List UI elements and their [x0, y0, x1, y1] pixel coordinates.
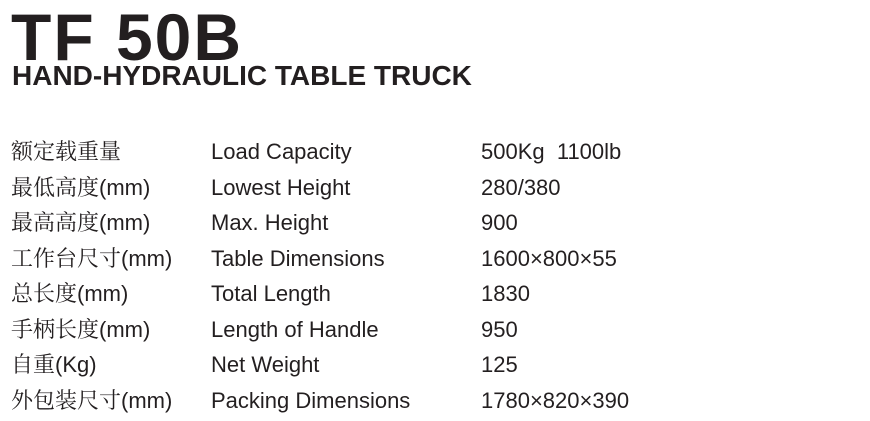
- spec-label-cn: 外包装尺寸(mm): [11, 387, 173, 413]
- spec-label-en: Load Capacity: [211, 139, 352, 164]
- spec-value: 280/380: [481, 174, 561, 200]
- spec-label-en: Total Length: [211, 281, 331, 307]
- spec-label-en: Table Dimensions: [211, 245, 385, 271]
- spec-label-cn: 手柄长度(mm): [11, 316, 151, 342]
- spec-label-cn: 额定载重量: [11, 139, 122, 164]
- spec-value: 1600×800×55: [481, 245, 617, 271]
- table-row: [11, 205, 859, 241]
- product-model-title: TF 50B: [11, 0, 244, 74]
- spec-label-en: Packing Dimensions: [211, 387, 411, 413]
- table-row: [11, 241, 859, 277]
- spec-table: [11, 134, 859, 418]
- spec-value: 125: [481, 352, 518, 378]
- spec-label-cn: 最低高度(mm): [11, 174, 151, 200]
- table-row: [11, 134, 859, 170]
- spec-label-cn: 自重(Kg): [11, 352, 97, 378]
- spec-value: 900: [481, 210, 518, 236]
- table-row: [11, 312, 859, 348]
- spec-value: 1830: [481, 281, 530, 307]
- table-row: [11, 276, 859, 312]
- spec-label-en: Lowest Height: [211, 174, 351, 200]
- spec-label-cn: 最高高度(mm): [11, 210, 151, 236]
- product-subtitle: HAND-HYDRAULIC TABLE TRUCK: [12, 60, 472, 91]
- spec-label-en: Length of Handle: [211, 316, 379, 342]
- table-row: [11, 170, 859, 206]
- spec-label-cn: 工作台尺寸(mm): [11, 245, 173, 271]
- table-row: [11, 347, 859, 383]
- spec-label-cn: 总长度(mm): [11, 281, 129, 307]
- spec-label-en: Max. Height: [211, 210, 329, 236]
- spec-value: 1780×820×390: [481, 387, 630, 413]
- spec-label-en: Net Weight: [211, 352, 320, 378]
- table-row: [11, 383, 859, 419]
- spec-value: 500Kg 1100lb: [481, 139, 622, 164]
- spec-value: 950: [481, 316, 518, 342]
